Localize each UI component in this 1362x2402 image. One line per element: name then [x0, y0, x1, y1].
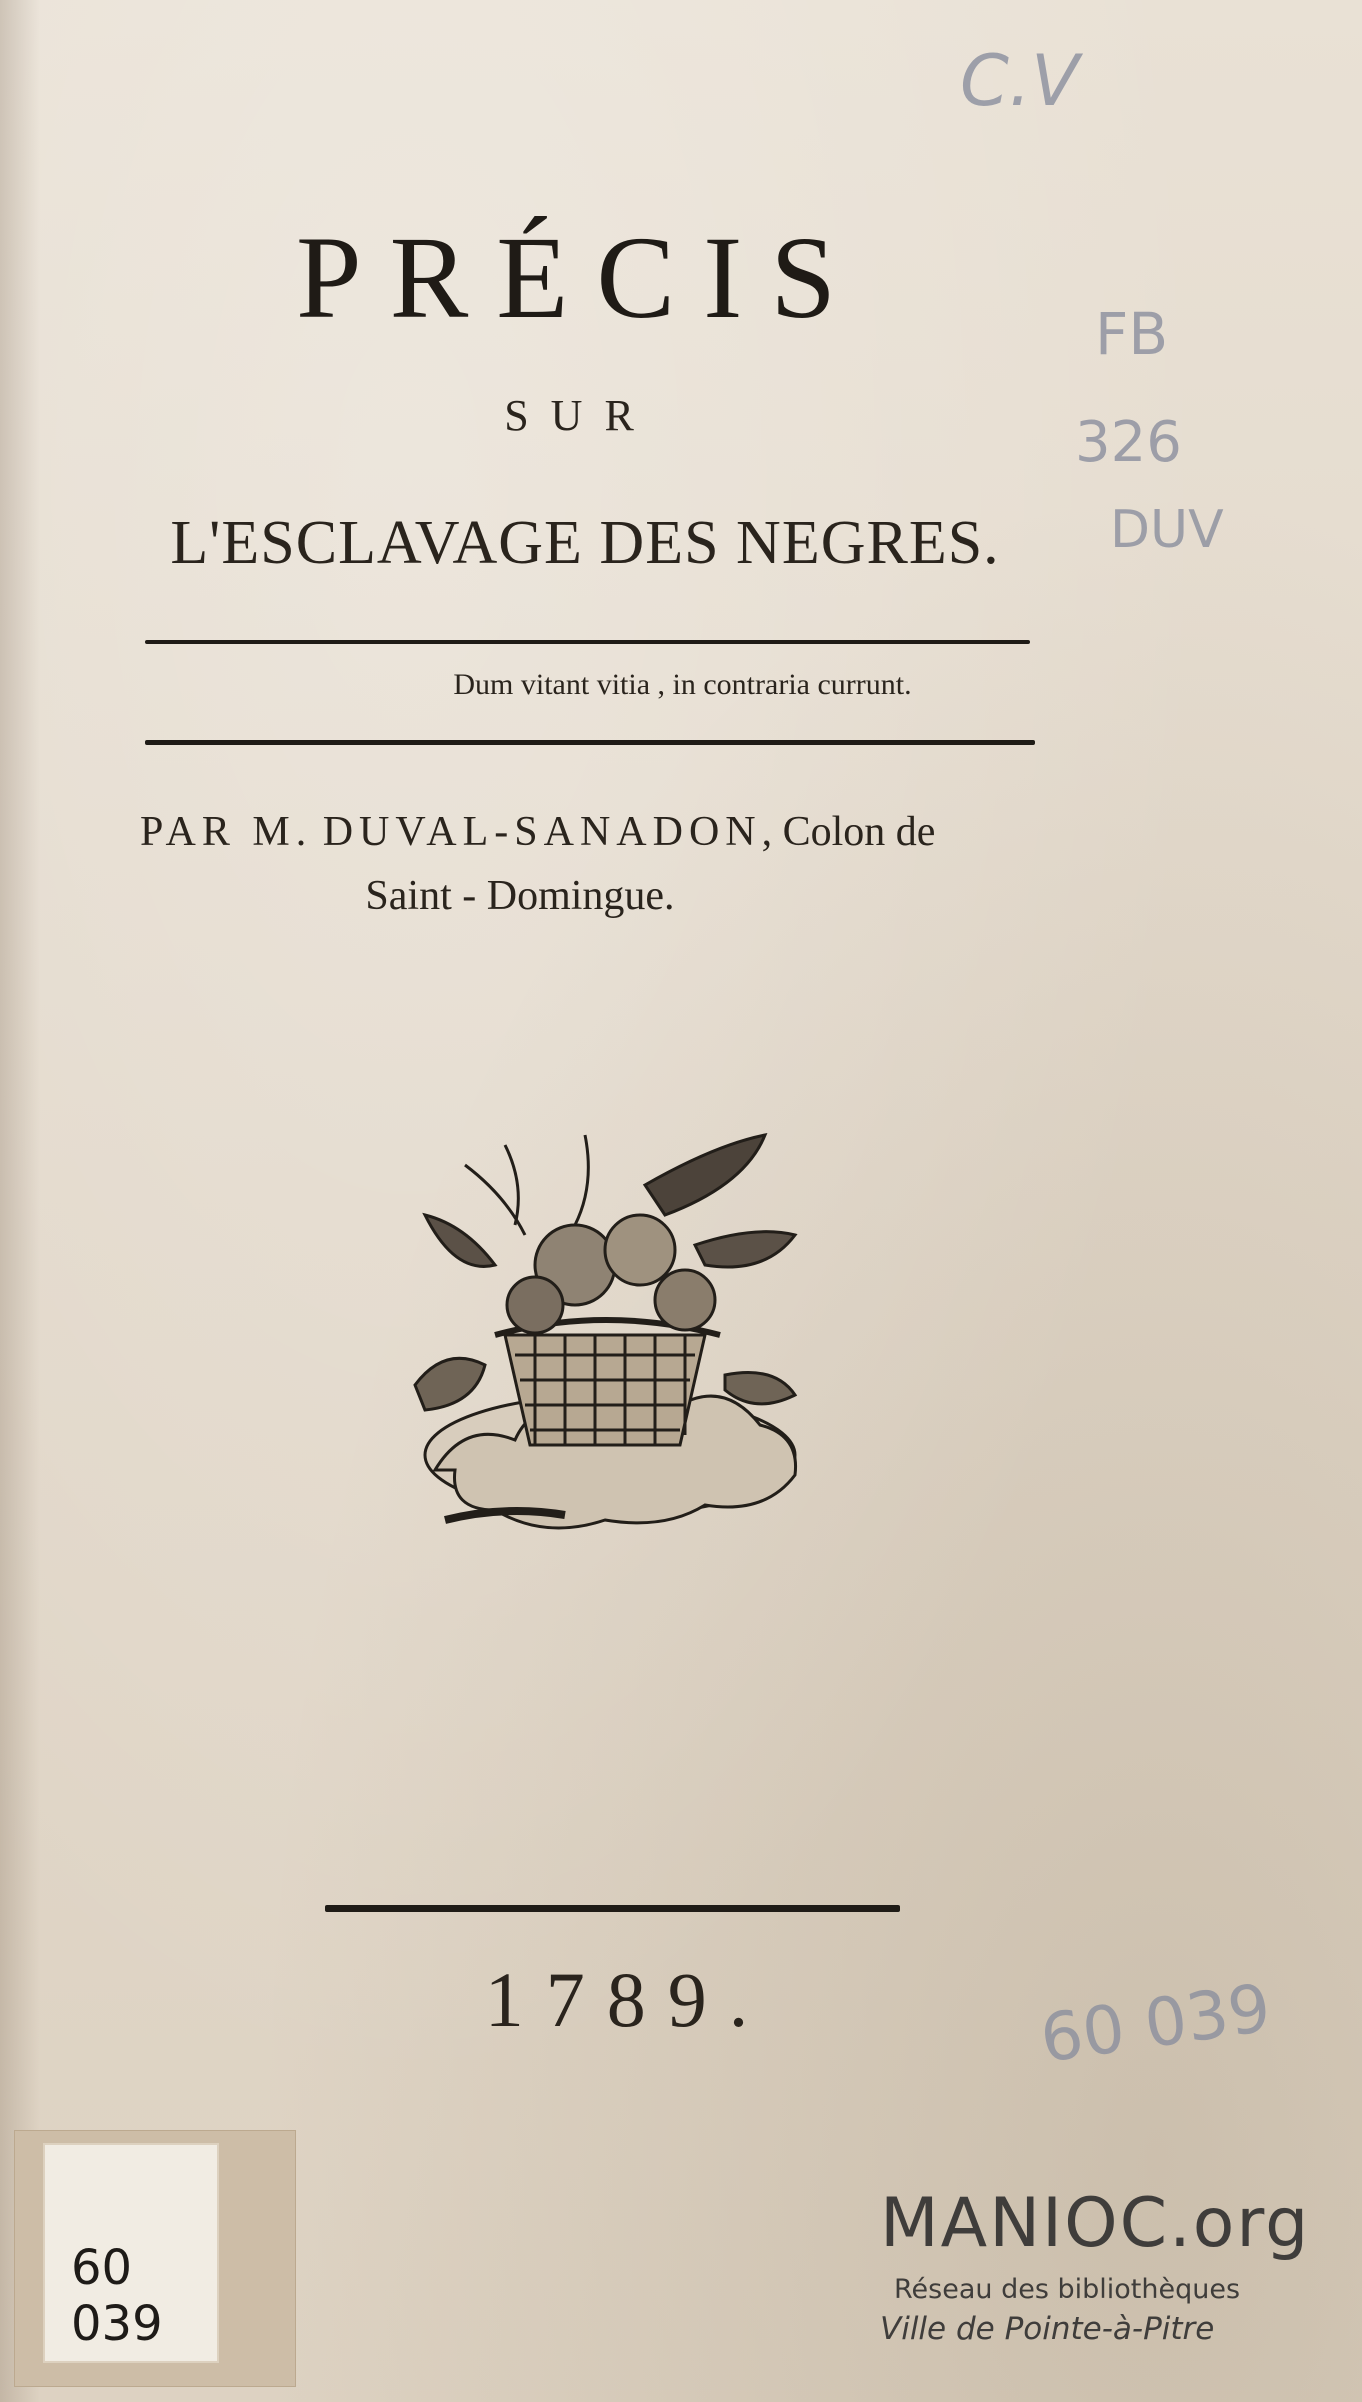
corner-mark: C.V: [960, 40, 1080, 122]
logo-city-line: Ville de Pointe-à-Pitre: [880, 2311, 1215, 2347]
logo-network-line: Réseau des bibliothèques: [894, 2274, 1241, 2305]
label-number: 60 039: [71, 2240, 163, 2352]
shelfmark-line-3: DUV: [1110, 500, 1224, 560]
title-subject: L'ESCLAVAGE DES NEGRES.: [170, 509, 1000, 577]
year-rule: [325, 1905, 900, 1912]
author-line: [140, 800, 1040, 928]
catalogue-label-card: [45, 2145, 217, 2361]
shelfmark-line-1: FB: [1095, 300, 1169, 368]
catalogue-label: [14, 2130, 296, 2387]
author-prefix: PAR M.: [140, 809, 313, 855]
author-name: DUVAL-SANADON: [322, 809, 762, 855]
epigraph-rule: [145, 740, 1035, 745]
manioc-logo: [880, 2184, 1330, 2347]
shelfmark-line-2: 326: [1075, 410, 1182, 475]
logo-brand: MANIOC.org: [880, 2184, 1311, 2263]
epigraph: Dum vitant vitia , in contraria currunt.: [453, 668, 912, 701]
page-title: PRÉCIS: [295, 212, 865, 343]
publication-year: 1789.: [484, 1956, 771, 2043]
fruit-basket-woodcut-icon: [395, 1125, 835, 1545]
inventory-number-pencil: 60 039: [1035, 1969, 1276, 2078]
author-suffix: , Colon de: [761, 809, 936, 855]
top-rule: [145, 640, 1030, 644]
author-place: Saint - Domingue.: [365, 873, 675, 919]
title-connector: SUR: [504, 391, 656, 440]
